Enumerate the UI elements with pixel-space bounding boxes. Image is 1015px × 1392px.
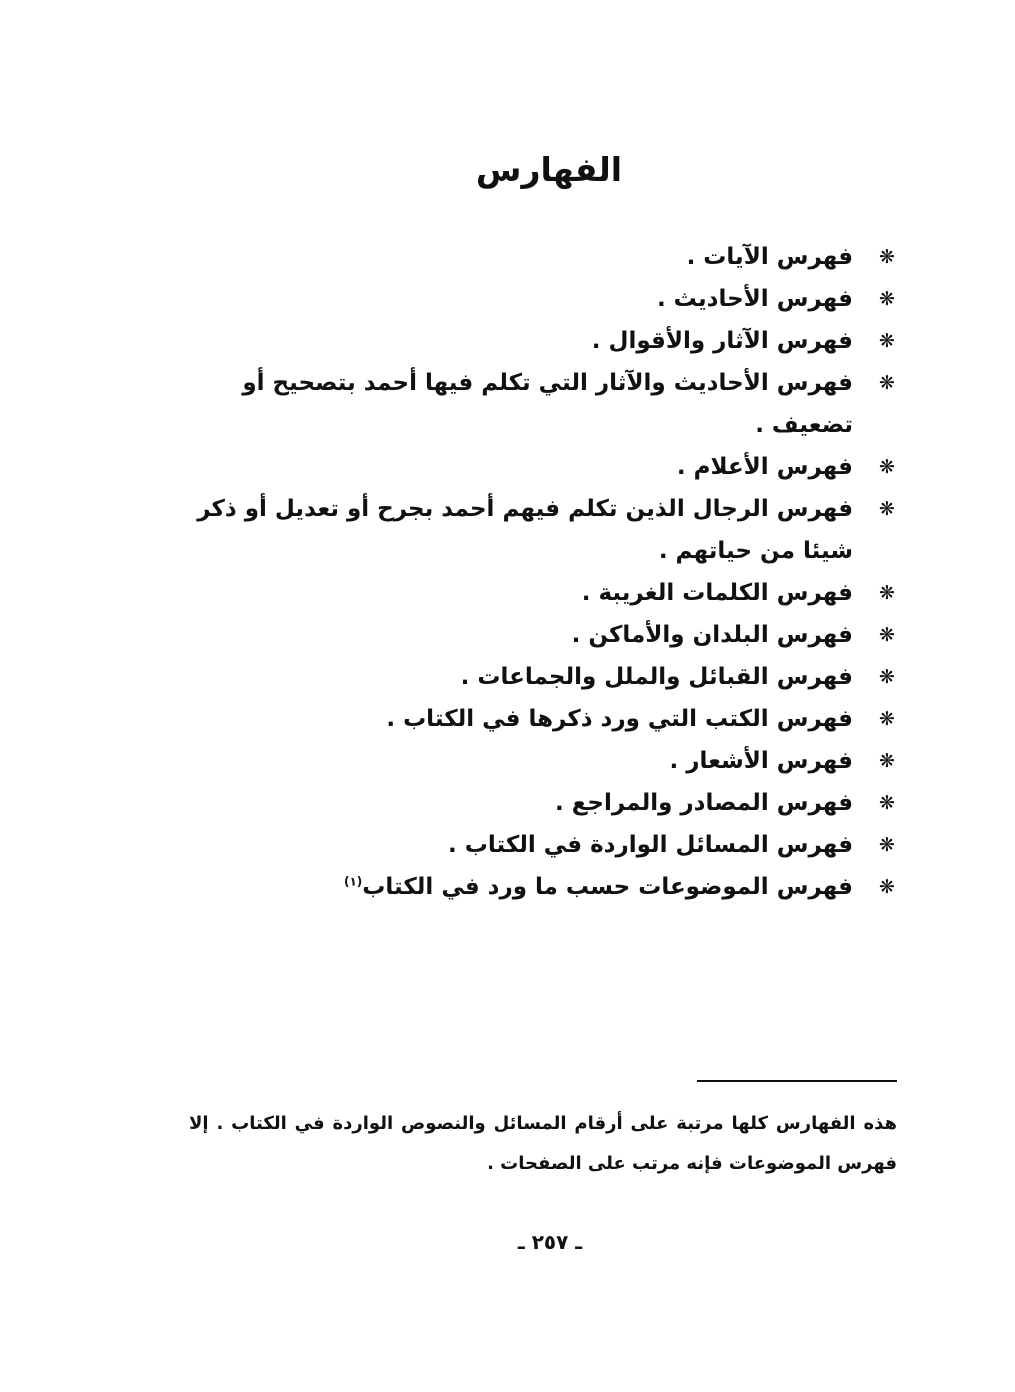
index-item-text: فهرس القبائل والملل والجماعات . [460, 664, 853, 690]
index-item-text: فهرس الأحاديث . [656, 286, 853, 312]
page-number: ـ ٢٥٧ ـ [517, 1230, 583, 1254]
asterism-bullet-icon: ❋ [879, 288, 895, 310]
asterism-bullet-icon: ❋ [879, 372, 895, 394]
index-item [179, 446, 899, 488]
index-item [179, 320, 899, 362]
index-list [179, 236, 899, 908]
index-item [179, 656, 899, 698]
index-item-text: فهرس الأحاديث والآثار التي تكلم فيها أحمد بتصحيح أو تضعيف . [242, 370, 853, 438]
index-item [179, 572, 899, 614]
footnote-separator [697, 1080, 897, 1082]
index-item [179, 488, 899, 572]
index-item-text: فهرس المصادر والمراجع . [554, 790, 853, 816]
asterism-bullet-icon: ❋ [879, 456, 895, 478]
index-item-text: فهرس البلدان والأماكن . [571, 622, 853, 648]
index-item-text: فهرس الآثار والأقوال . [591, 328, 853, 354]
asterism-bullet-icon: ❋ [879, 792, 895, 814]
index-item-text: فهرس الآيات . [686, 244, 853, 270]
asterism-bullet-icon: ❋ [879, 498, 895, 520]
index-item-text: فهرس الأشعار . [669, 748, 853, 774]
index-item [179, 824, 899, 866]
asterism-bullet-icon: ❋ [879, 330, 895, 352]
footnote-reference: (١) [343, 874, 363, 889]
index-item [179, 782, 899, 824]
asterism-bullet-icon: ❋ [879, 666, 895, 688]
footnote-text: هذه الفهارس كلها مرتبة على أرقام المسائل والنصوص الواردة في الكتاب . إلا فهرس الموضوعات فإنه مرتب على الصفحات . [189, 1113, 897, 1174]
asterism-bullet-icon: ❋ [879, 834, 895, 856]
asterism-bullet-icon: ❋ [879, 624, 895, 646]
index-item [179, 362, 899, 446]
index-item-text: فهرس الكتب التي ورد ذكرها في الكتاب . [386, 706, 853, 732]
asterism-bullet-icon: ❋ [879, 876, 895, 898]
index-item-text: فهرس الموضوعات حسب ما ورد في الكتاب [362, 874, 853, 900]
index-item [179, 614, 899, 656]
index-item [179, 278, 899, 320]
page-title: الفهارس [475, 150, 623, 189]
asterism-bullet-icon: ❋ [879, 750, 895, 772]
index-item [179, 698, 899, 740]
index-item [179, 236, 899, 278]
index-item-text: فهرس الأعلام . [676, 454, 853, 480]
asterism-bullet-icon: ❋ [879, 582, 895, 604]
asterism-bullet-icon: ❋ [879, 708, 895, 730]
index-item-text: فهرس المسائل الواردة في الكتاب . [447, 832, 853, 858]
asterism-bullet-icon: ❋ [879, 246, 895, 268]
index-item-text: فهرس الكلمات الغريبة . [581, 580, 853, 606]
index-item [179, 866, 899, 908]
index-item-text: فهرس الرجال الذين تكلم فيهم أحمد بجرح أو تعديل أو ذكر شيئا من حياتهم . [197, 496, 853, 564]
index-item [179, 740, 899, 782]
